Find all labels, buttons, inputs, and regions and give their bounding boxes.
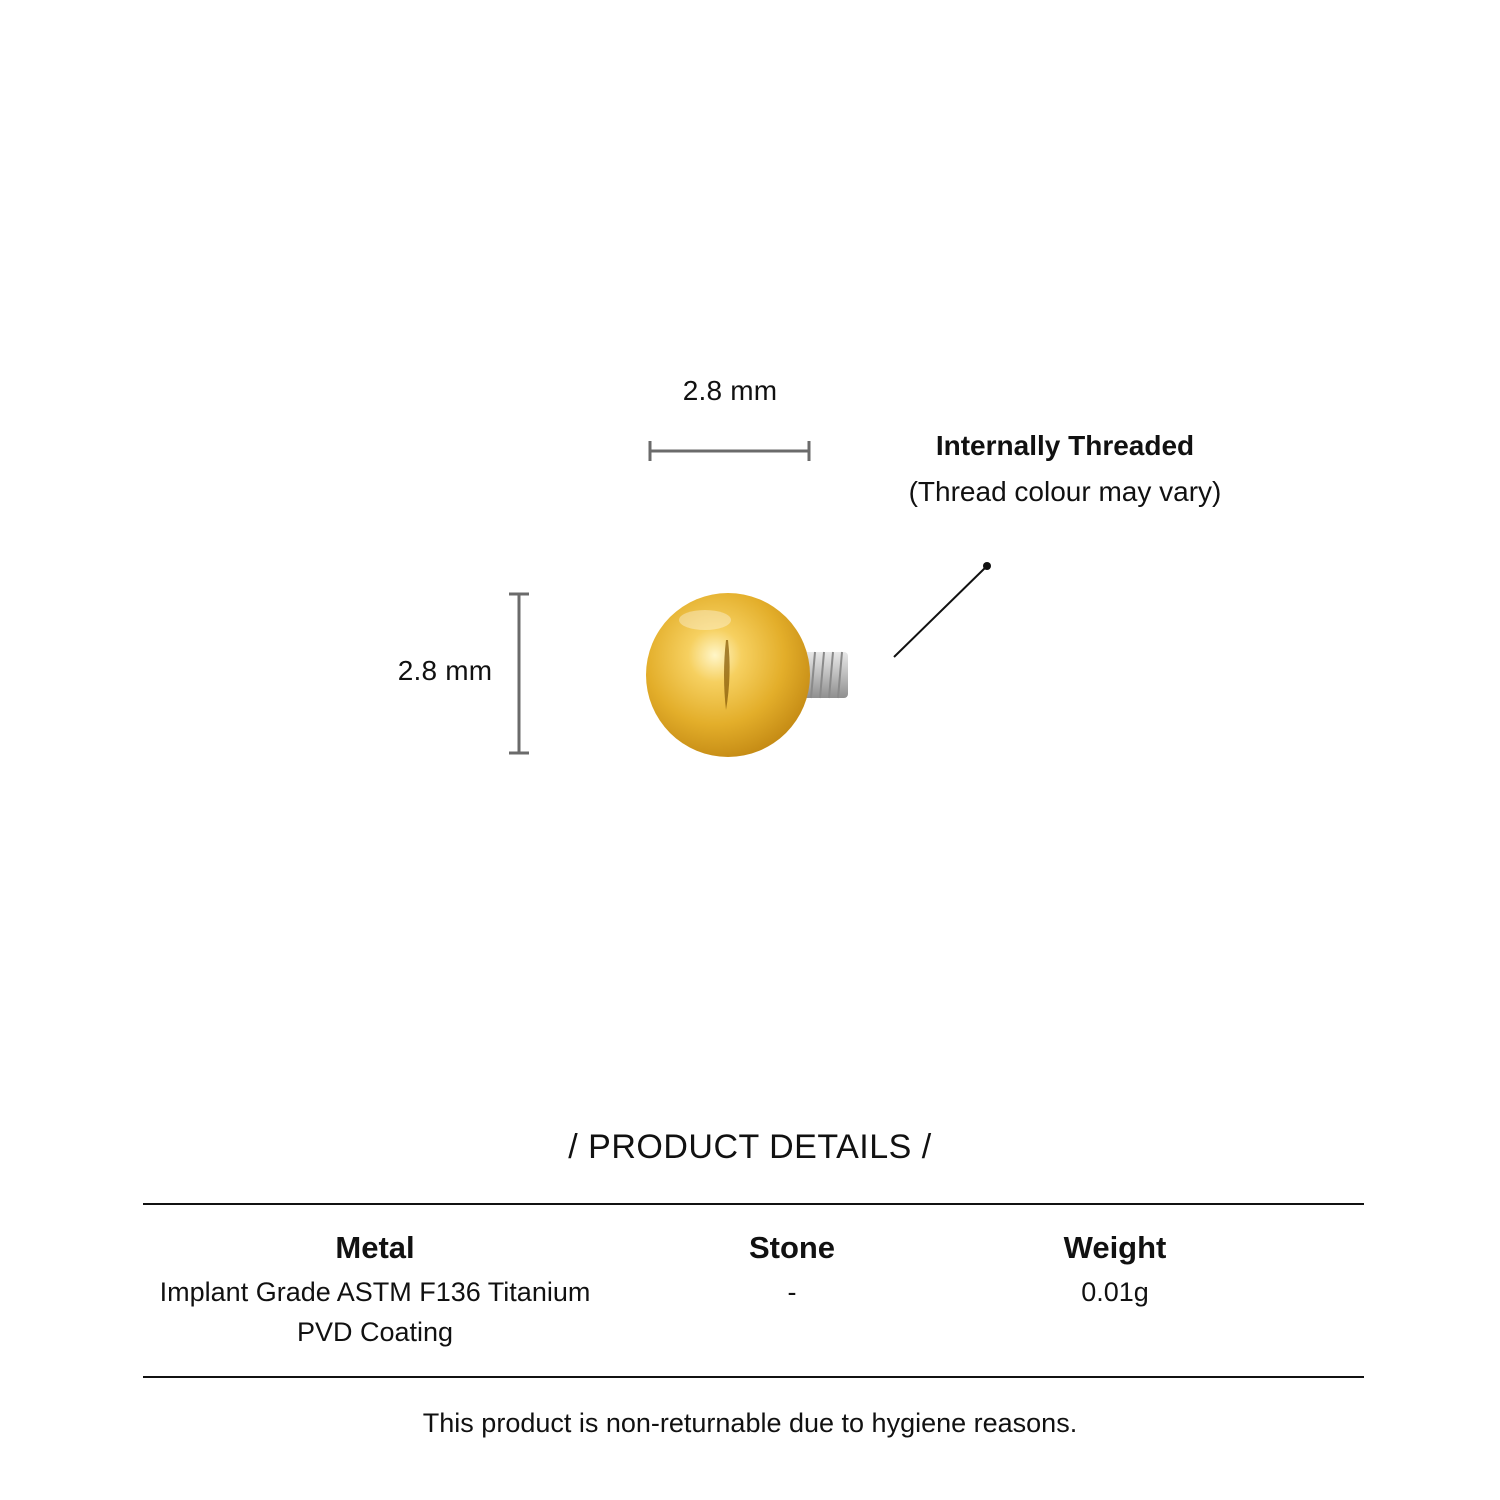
metal-value (135, 1272, 615, 1352)
height-dimension-label: 2.8 mm (397, 655, 493, 686)
callout-title: Internally Threaded (935, 430, 1195, 461)
divider-bottom (143, 1376, 1364, 1378)
metal-value-line: Implant Grade ASTM F136 Titanium (159, 1277, 591, 1307)
divider-top (143, 1203, 1364, 1205)
width-dimension-line (650, 441, 809, 461)
callout-note: (Thread colour may vary) (908, 476, 1222, 507)
callout-pointer (894, 562, 991, 657)
metal-value-line: PVD Coating (296, 1317, 454, 1347)
height-dimension-line (509, 594, 529, 753)
weight-column (1015, 1230, 1215, 1312)
weight-header: Weight (1063, 1230, 1167, 1265)
metal-column (135, 1230, 615, 1352)
width-dimension-label: 2.8 mm (682, 375, 778, 406)
metal-header: Metal (335, 1230, 415, 1265)
return-policy-note: This product is non-returnable due to hygiene reasons. (422, 1408, 1078, 1438)
stone-column (692, 1230, 892, 1312)
weight-value: 0.01g (1081, 1277, 1149, 1307)
stone-value: - (787, 1277, 797, 1307)
gold-ball (646, 593, 810, 757)
product-details-heading: / PRODUCT DETAILS / (568, 1128, 932, 1166)
stone-header: Stone (748, 1230, 836, 1265)
